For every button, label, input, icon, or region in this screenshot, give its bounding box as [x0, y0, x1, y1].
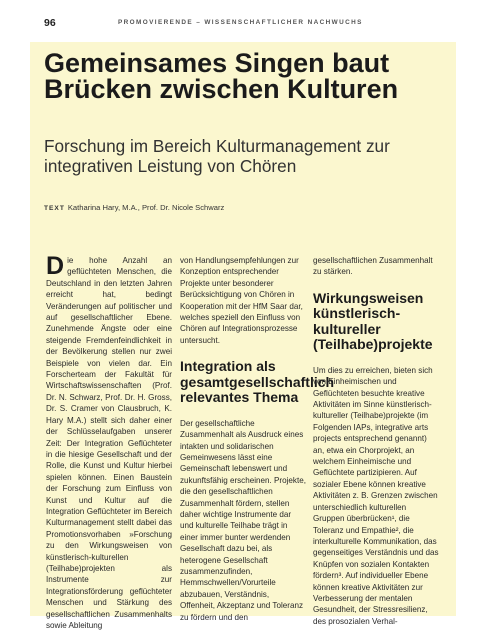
- column-3-paragraph-bottom: Um dies zu erreichen, bieten sich von Einheimischen und Geflüchteten besuchte kreative Aktivitäten im Sinne künstlerisch-kultureller (Teilhabe)projekte (im Folgenden IAPs, integrative arts projects entsprechend genannt) an, etwa ein Chorprojekt, an welchem Einheimische und Geflüchtete partizipieren. Auf sozialer Ebene können kreative Aktivitäten z. B. Grenzen zwischen unterschiedlich kulturellen Gruppen überbrücken¹, die Toleranz und Empathie², die interkulturelle Kommunikation, das gegenseitiges Verständnis und das Knüpfen von sozialen Kontakten fördern³. Auf individueller Ebene können kreative Aktivitäten zur Verbesserung der mentalen Gesundheit, der Stressresilienz, des prosozialen Verhal-: [313, 365, 439, 626]
- column-2-paragraph-top: von Handlungsempfehlungen zur Konzeption entsprechender Projekte unter besonderer Berücksichtigung von Chören in Kooperation mit der HfM Saar dar, welches speziell den Einfluss von Chören auf Integrationsprozesse untersucht.: [180, 256, 303, 345]
- section-heading-wirkungsweisen: Wirkungsweisen künstlerisch-kultureller (Teilhabe)projekte: [313, 289, 433, 353]
- article-title: Gemeinsames Singen baut Brücken zwischen Kulturen: [44, 48, 399, 104]
- dropcap: D: [46, 252, 65, 280]
- byline: [44, 203, 224, 212]
- column-3-paragraph-top: gesellschaftlichen Zusammenhalt zu stärken.: [313, 256, 433, 277]
- article-subtitle: Forschung im Bereich Kulturmanagement zur integrativen Leistung von Chören: [44, 136, 390, 176]
- column-2: [180, 255, 335, 623]
- column-3: [313, 255, 439, 627]
- column-2-paragraph-bottom: Der gesellschaftliche Zusammenhalt als Ausdruck eines intakten und solidarischen Gemeinwesens lässt eine Gemeinschaft lebenswert und zukunftsfähig erscheinen. Projekte, die den gesellschaftlichen Zusammenhalt fördern, stellen daher wichtige Instrumente dar und kulturelle Teilhabe trägt in einer immer bunter werdenden Gesellschaft dazu bei, als heterogene Gesellschaft zusammenzufinden, Hemmschwellen/Vorurteile abzubauen, Verständnis, Offenheit, Akzeptanz und Toleranz zu fördern und den: [180, 418, 306, 622]
- byline-authors: Katharina Hary, M.A., Prof. Dr. Nicole Schwarz: [67, 203, 225, 212]
- page-number: 96: [44, 17, 56, 29]
- column-1: [46, 252, 172, 631]
- section-heading-integration: Integration als gesamtgesellschaftlich relevantes Thema: [180, 358, 335, 406]
- intro-paragraph: [46, 252, 172, 631]
- running-head: PROMOVIERENDE – WISSENSCHAFTLICHER NACHWUCHS: [118, 19, 363, 26]
- intro-text: ie hohe Anzahl an geflüchteten Menschen, die Deutschland in den letzten Jahren erreicht hat, bedingt Veränderungen auf politischer und auf gesellschaftlicher Ebene. Zunehmende Ängste oder eine steigende Fremdenfeindlichkeit in der Bevölkerung stellen nur zwei Beispiele von vielen dar. Ein Forscherteam der Fakultät für Wirtschaftswissenschaften (Prof. Dr. N. Schwarz, Prof. Dr. H. Gross, Dr. S. Cramer von Clausbruch, K. Hary M.A.) stellt sich daher einer der Schlüsselaufgaben unserer Zeit: Der Integration Geflüchteter in die hiesige Gesellschaft und der Rolle, die Kunst und Kultur hierbei spielen können. Einen Baustein der Forschung zum Einfluss von Kunst und Kultur auf die Integration Geflüchteter im Bereich Kulturmanagement stellt dabei das Promotionsvorhaben »Forschung zu den Wirkungsweisen von künstlerisch-kulturellen (Teilhabe)projekten als Instrumente zur Integrationsförderung geflüchteter Menschen und Stärkung des gesellschaftlichen Zusammenhalts sowie Ableitung: [46, 256, 172, 630]
- byline-label: TEXT: [44, 205, 65, 212]
